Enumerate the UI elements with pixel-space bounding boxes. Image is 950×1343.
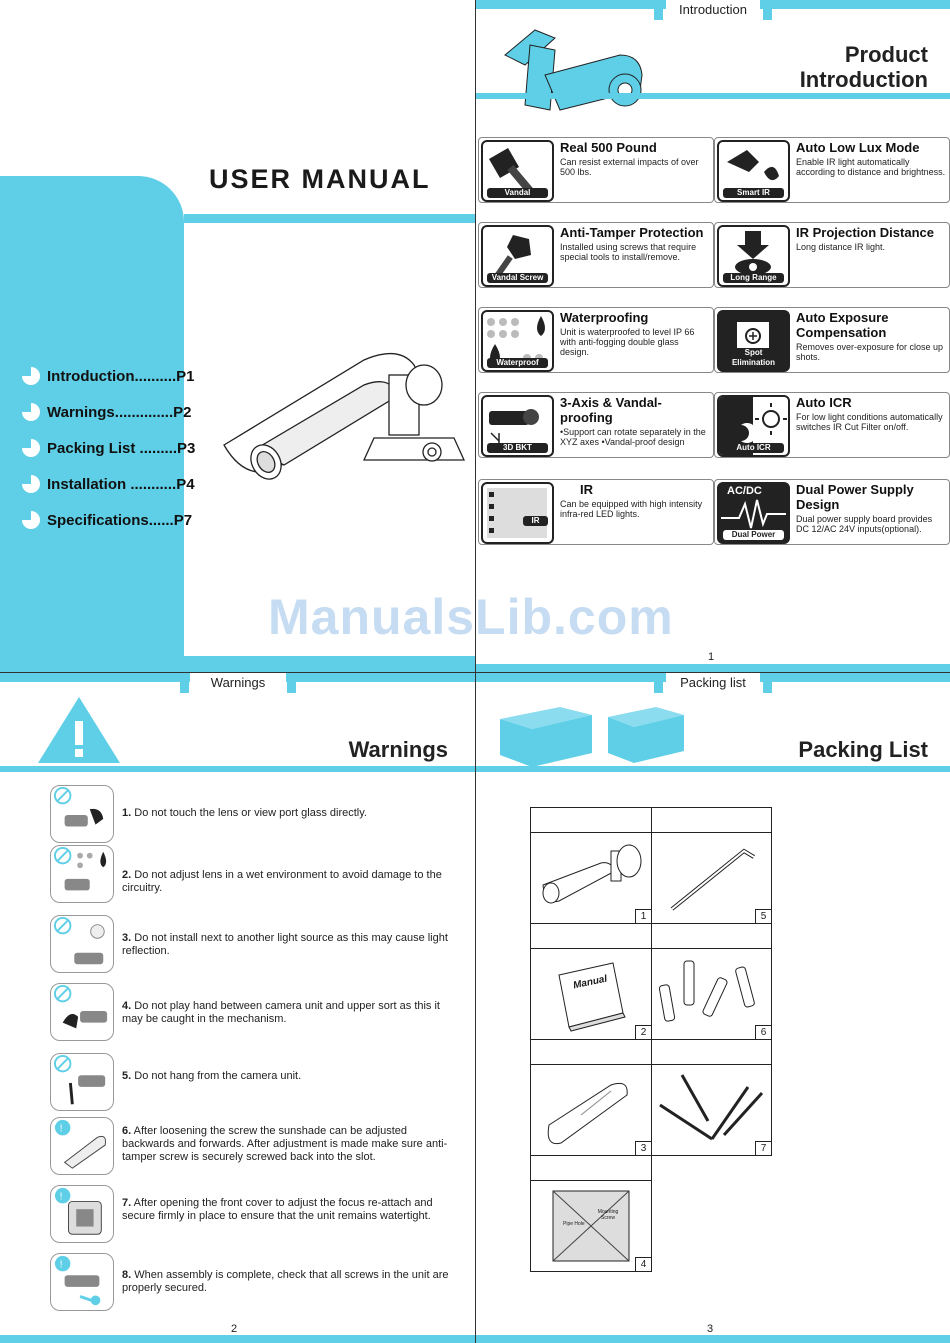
- feature-desc: For low light conditions automatically switches IR Cut Filter on/off.: [796, 412, 943, 432]
- no-hand-icon: [50, 983, 114, 1041]
- no-touch-icon: [50, 785, 114, 843]
- toc-label: Introduction..........: [47, 367, 177, 385]
- feature-desc: Installed using screws that require special tools to install/remove.: [560, 242, 697, 262]
- pack-item-hex-key: [651, 832, 772, 924]
- warning-number: 7.: [122, 1197, 132, 1209]
- page-title: Packing List: [798, 737, 928, 762]
- pipe-hole-label: Pipe Hole: [563, 1221, 585, 1227]
- cover-divider: [184, 214, 475, 223]
- icon-label: Spot Elimination: [723, 348, 784, 368]
- camera-illustration: [214, 340, 474, 490]
- warning-number: 4.: [122, 1000, 132, 1012]
- bullet-icon: [22, 475, 40, 493]
- feature-card: [478, 222, 714, 288]
- long-range-icon: [717, 225, 790, 287]
- feature-title: Auto ICR: [796, 395, 852, 410]
- feature-desc: •Support can rotate separately in the XYZ axes •Vandal-proof design: [560, 427, 706, 447]
- pack-item-sunshade: [530, 1064, 652, 1156]
- grid-spacer: [530, 923, 652, 949]
- warning-triangle-icon: [34, 693, 124, 765]
- title-line-1: Product: [844, 42, 928, 67]
- watermark-text: ManualsLib.com: [268, 589, 674, 645]
- feature-card: [478, 307, 714, 373]
- warning-body: After opening the front cover to adjust the focus re-attach and secure firmly in place to ensure that the unit remains watertight.: [122, 1197, 433, 1222]
- title-underline: [0, 766, 475, 772]
- warning-body: Do not hang from the camera unit.: [134, 1070, 302, 1082]
- bottom-bar: [0, 1335, 475, 1343]
- grid-header: [651, 807, 772, 833]
- toc-item-specifications[interactable]: [22, 502, 222, 538]
- warning-text: [122, 1197, 452, 1223]
- feature-desc: Can resist external impacts of over 500 lbs.: [560, 157, 699, 177]
- section-tab: Introduction: [654, 0, 772, 20]
- ac-dc-badge: AC/DC: [727, 485, 762, 497]
- tab-bar-right: [760, 0, 950, 9]
- toc-page: P4: [176, 475, 195, 493]
- cover-page: [0, 0, 475, 672]
- feature-title: Auto Exposure Compensation: [796, 310, 889, 340]
- grid-spacer: [651, 923, 772, 949]
- pack-item-wall-plugs: [651, 948, 772, 1040]
- bullet-icon: [22, 367, 40, 385]
- page-divider-horizontal: [0, 672, 950, 673]
- warning-text: [122, 807, 452, 820]
- item-number: 6: [755, 1025, 771, 1039]
- icon-label: 3D BKT: [487, 443, 548, 453]
- pack-item-manual: [530, 948, 652, 1040]
- item-number: 2: [635, 1025, 651, 1039]
- svg-text:!: !: [59, 1259, 63, 1271]
- no-light-source-icon: [50, 915, 114, 973]
- icon-label: Vandal Screw: [487, 273, 548, 283]
- mounting-screw-label: Mounting Screw: [597, 1209, 619, 1221]
- grid-spacer: [651, 1039, 772, 1065]
- feature-title: Auto Low Lux Mode: [796, 140, 920, 155]
- warning-number: 6.: [122, 1125, 132, 1137]
- feature-title: IR Projection Distance: [796, 225, 934, 240]
- feature-card: [714, 479, 950, 545]
- spot-elimination-icon: [717, 310, 790, 372]
- ir-led-icon: [481, 482, 554, 544]
- tab-bar-right: [760, 673, 950, 682]
- warnings-page: [0, 673, 475, 1343]
- icon-label: Dual Power: [723, 530, 784, 540]
- item-number: 5: [755, 909, 771, 923]
- feature-card: [714, 392, 950, 458]
- section-tab: Warnings: [180, 673, 296, 693]
- title-line-2: Introduction: [799, 67, 928, 92]
- feature-card: [478, 392, 714, 458]
- bottom-bar: [476, 664, 950, 672]
- tab-bar-left: [476, 0, 666, 9]
- feature-desc: Can be equipped with high intensity infra-red LED lights.: [560, 499, 703, 519]
- pack-item-mounting-template: [530, 1180, 652, 1272]
- toc-page: P1: [176, 367, 195, 385]
- page-title: Warnings: [348, 737, 448, 762]
- item-number: 1: [635, 909, 651, 923]
- item-number: 4: [635, 1257, 651, 1271]
- toc-label: Packing List .........: [47, 439, 178, 457]
- camera-logo-icon: [500, 20, 650, 115]
- toc-item-warnings[interactable]: [22, 394, 222, 430]
- grid-header: [530, 807, 652, 833]
- toc-page: P7: [173, 511, 193, 529]
- warning-number: 5.: [122, 1070, 132, 1082]
- bottom-bar: [476, 1335, 950, 1343]
- packing-list-page: [476, 673, 950, 1343]
- sunshade-adjust-icon: [50, 1117, 114, 1175]
- warning-text: [122, 932, 452, 958]
- icon-label: Auto ICR: [723, 443, 784, 453]
- item-number: 3: [635, 1141, 651, 1155]
- page-number: 2: [231, 1323, 238, 1335]
- tab-bar-left: [0, 673, 190, 682]
- no-wet-adjust-icon: [50, 845, 114, 903]
- toc-label: Installation ...........: [47, 475, 177, 493]
- bullet-icon: [22, 439, 40, 457]
- warning-text: [122, 1269, 452, 1295]
- warning-body: After loosening the screw the sunshade can be adjusted backwards and forwards. After adjustment is made make sure anti-tamper screw is securely screwed back into the slot.: [122, 1125, 448, 1163]
- feature-desc: Enable IR light automatically according to distance and brightness.: [796, 157, 946, 177]
- no-hang-icon: [50, 1053, 114, 1111]
- warning-text: [122, 1000, 452, 1026]
- feature-card: [478, 137, 714, 203]
- feature-desc: Dual power supply board provides DC 12/AC 24V inputs(optional).: [796, 514, 933, 534]
- toc-item-packing-list[interactable]: [22, 430, 222, 466]
- manual-label: Manual: [572, 973, 609, 992]
- feature-card: [714, 307, 950, 373]
- check-screws-icon: [50, 1253, 114, 1311]
- warning-number: 2.: [122, 869, 132, 881]
- table-of-contents: [22, 358, 222, 538]
- warning-body: When assembly is complete, check that all screws in the unit are properly secured.: [122, 1269, 449, 1294]
- feature-title: Waterproofing: [560, 310, 649, 325]
- vandal-icon: [481, 140, 554, 202]
- feature-title: Anti-Tamper Protection: [560, 225, 704, 240]
- section-tab: Packing list: [654, 673, 772, 693]
- page-number: 3: [707, 1323, 714, 1335]
- feature-desc: Removes over-exposure for close up shots.: [796, 342, 944, 362]
- page-number: 1: [708, 651, 715, 663]
- svg-text:!: !: [59, 1123, 63, 1135]
- waterproof-icon: [481, 310, 554, 372]
- page-title: [800, 42, 928, 92]
- tab-bar-right: [286, 673, 475, 682]
- bullet-icon: [22, 403, 40, 421]
- feature-title: IR: [580, 482, 593, 497]
- toc-item-installation[interactable]: [22, 466, 222, 502]
- feature-title: Dual Power Supply Design: [796, 482, 914, 512]
- pack-item-screws: [651, 1064, 772, 1156]
- feature-card: [714, 137, 950, 203]
- feature-title: Real 500 Pound: [560, 140, 657, 155]
- warning-number: 8.: [122, 1269, 132, 1281]
- feature-desc: Long distance IR light.: [796, 242, 886, 252]
- feature-desc: Unit is waterproofed to level IP 66 with anti-fogging double glass design.: [560, 327, 695, 357]
- title-underline: [476, 93, 950, 99]
- dual-power-icon: [717, 482, 790, 544]
- item-number: 7: [755, 1141, 771, 1155]
- warning-number: 3.: [122, 932, 132, 944]
- icon-label: Smart IR: [723, 188, 784, 198]
- auto-icr-icon: [717, 395, 790, 457]
- front-cover-icon: [50, 1185, 114, 1243]
- toc-label: Warnings..............: [47, 403, 174, 421]
- warning-text: [122, 1125, 452, 1164]
- 3d-bkt-icon: [481, 395, 554, 457]
- feature-title: 3-Axis & Vandal-proofing: [560, 395, 662, 425]
- feature-card: [714, 222, 950, 288]
- warning-text: [122, 869, 452, 895]
- toc-label: Specifications......: [47, 511, 174, 529]
- grid-spacer: [530, 1039, 652, 1065]
- toc-page: P2: [173, 403, 192, 421]
- grid-spacer: [530, 1155, 652, 1181]
- title-underline: [476, 766, 950, 772]
- icon-label: Vandal: [487, 188, 548, 198]
- icon-label: Long Range: [723, 273, 784, 283]
- warning-number: 1.: [122, 807, 132, 819]
- warning-body: Do not install next to another light source as this may cause light reflection.: [122, 932, 448, 957]
- warning-text: [122, 1070, 452, 1083]
- toc-item-introduction[interactable]: [22, 358, 222, 394]
- icon-label: Waterproof: [487, 358, 548, 368]
- tab-bar-left: [476, 673, 666, 682]
- bullet-icon: [22, 511, 40, 529]
- svg-text:!: !: [59, 1191, 63, 1203]
- manual-title: USER MANUAL: [209, 164, 431, 194]
- toc-page: P3: [177, 439, 196, 457]
- warning-body: Do not adjust lens in a wet environment to avoid damage to the circuitry.: [122, 869, 442, 894]
- box-icon: [500, 701, 690, 769]
- pack-item-camera: [530, 832, 652, 924]
- introduction-page: [476, 0, 950, 672]
- icon-label: IR: [523, 516, 548, 526]
- feature-card: [478, 479, 714, 545]
- smart-ir-icon: [717, 140, 790, 202]
- cover-bottom-bar: [184, 656, 475, 672]
- warning-body: Do not play hand between camera unit and upper sort as this it may be caught in the mechanism.: [122, 1000, 440, 1025]
- vandal-screw-icon: [481, 225, 554, 287]
- warning-body: Do not touch the lens or view port glass directly.: [134, 807, 367, 819]
